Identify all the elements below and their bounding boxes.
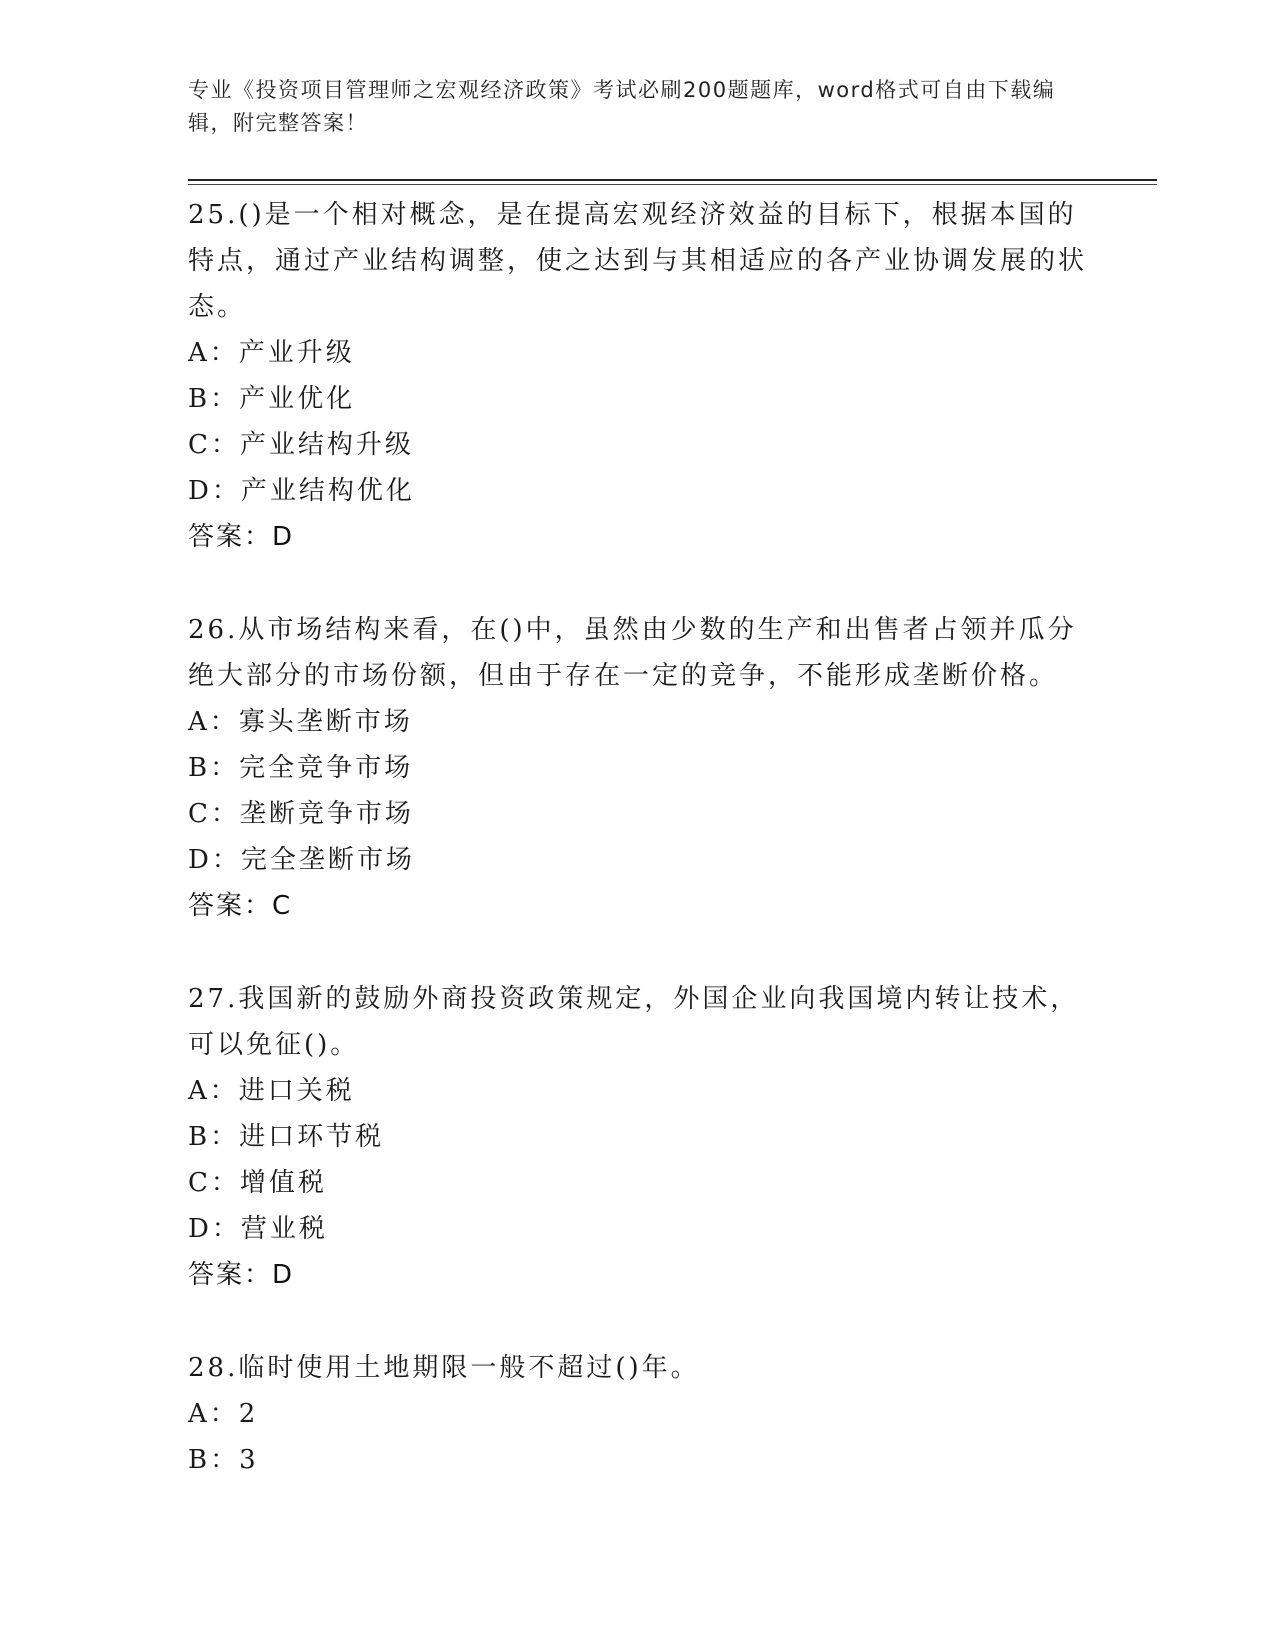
header-rule-thick — [188, 179, 1157, 181]
question-stem: 28.临时使用土地期限一般不超过()年。 — [188, 1353, 700, 1383]
question-25 — [188, 192, 1088, 560]
document-header: 专业《投资项目管理师之宏观经济政策》考试必刷200题题库，word格式可自由下载编辑，附完整答案！ — [188, 78, 1056, 135]
question-26 — [188, 607, 1088, 929]
question-stem: 27.我国新的鼓励外商投资政策规定，外国企业向我国境内转让技术，可以免征()。 — [188, 984, 1080, 1060]
option-a: A：进口关税 — [188, 1076, 355, 1106]
option-b: B：3 — [188, 1445, 259, 1475]
option-b: B：进口环节税 — [188, 1122, 385, 1152]
question-28 — [188, 1345, 1088, 1483]
question-stem: 26.从市场结构来看，在()中，虽然由少数的生产和出售者占领并瓜分绝大部分的市场份额，但由于存在一定的竞争，不能形成垄断价格。 — [188, 615, 1077, 691]
question-27 — [188, 976, 1088, 1298]
option-b: B：产业优化 — [188, 384, 356, 414]
option-a: A：寡头垄断市场 — [188, 707, 413, 737]
answer-label: 答案：D — [188, 1260, 295, 1290]
option-d: D：产业结构优化 — [188, 476, 415, 506]
option-a: A：2 — [188, 1399, 259, 1429]
option-c: C：产业结构升级 — [188, 430, 414, 460]
option-a: A：产业升级 — [188, 338, 355, 368]
option-d: D：完全垄断市场 — [188, 845, 415, 875]
answer-label: 答案：D — [188, 522, 295, 552]
option-c: C：垄断竞争市场 — [188, 799, 414, 829]
question-stem: 25.()是一个相对概念，是在提高宏观经济效益的目标下，根据本国的特点，通过产业结构调整，使之达到与其相适应的各产业协调发展的状态。 — [188, 200, 1088, 322]
header-rule-thin — [188, 184, 1157, 185]
option-b: B：完全竞争市场 — [188, 753, 414, 783]
question-list — [188, 192, 1088, 1530]
answer-label: 答案：C — [188, 891, 293, 921]
option-d: D：营业税 — [188, 1214, 328, 1244]
option-c: C：增值税 — [188, 1168, 327, 1198]
